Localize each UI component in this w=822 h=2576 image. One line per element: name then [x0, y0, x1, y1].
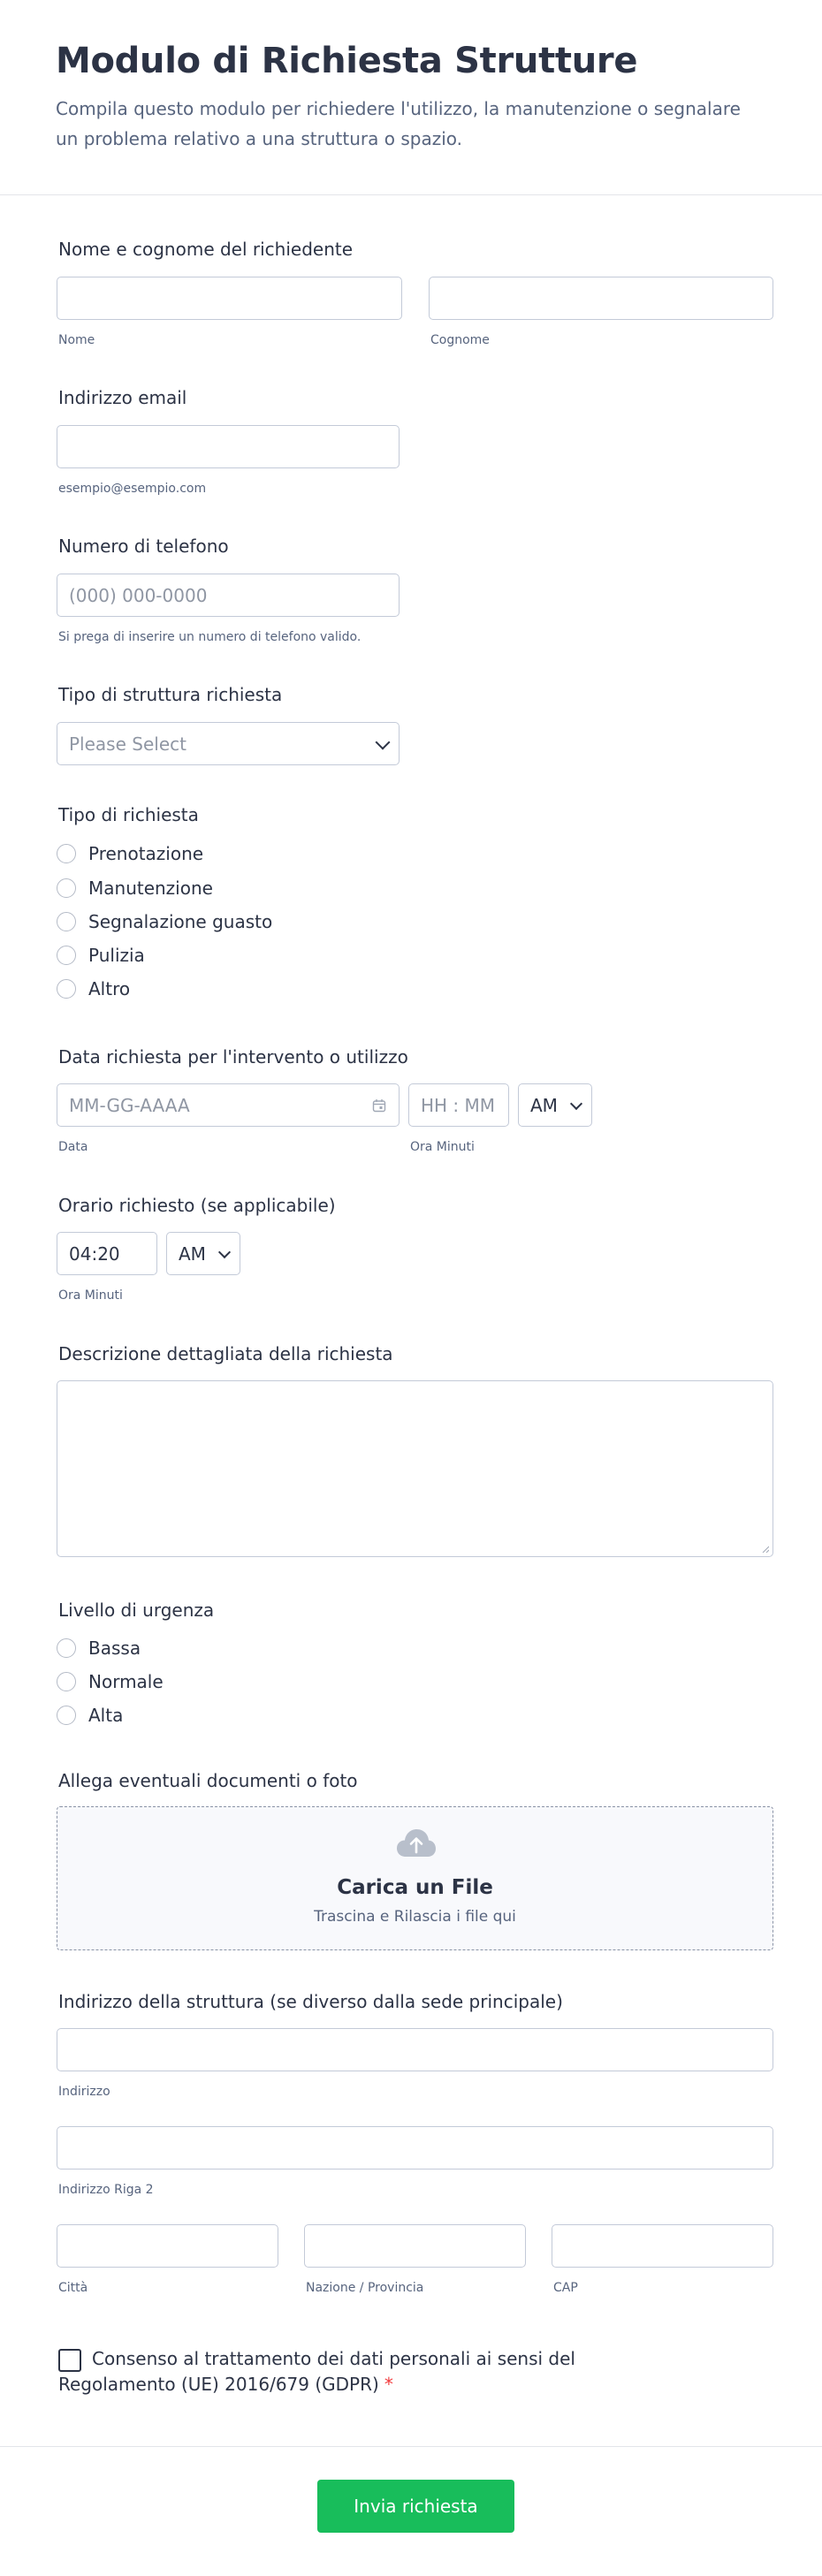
option-label: Pulizia — [88, 945, 145, 966]
date-placeholder: MM-GG-AAAA — [69, 1094, 190, 1116]
structure-type-label: Tipo di struttura richiesta — [58, 684, 283, 705]
request-option-pulizia[interactable] — [57, 943, 145, 968]
resize-handle-icon[interactable] — [762, 1546, 769, 1553]
state-input[interactable] — [304, 2224, 526, 2268]
name-label: Nome e cognome del richiedente — [58, 239, 354, 260]
phone-placeholder: (000) 000-0000 — [69, 584, 208, 606]
file-upload-dropzone[interactable] — [57, 1806, 773, 1950]
option-label: Alta — [88, 1705, 124, 1726]
time-placeholder: HH : MM — [421, 1094, 496, 1116]
chevron-down-icon — [218, 1245, 231, 1258]
description-label: Descrizione dettagliata della richiesta — [58, 1343, 393, 1364]
option-label: Altro — [88, 978, 131, 999]
upload-subtitle: Trascina e Rilascia i file qui — [314, 1908, 516, 1926]
time-value: 04:20 — [69, 1242, 120, 1265]
first-name-sublabel: Nome — [58, 333, 95, 347]
page-title: Modulo di Richiesta Strutture — [56, 41, 638, 81]
state-sublabel: Nazione / Provincia — [306, 2281, 424, 2295]
form-header — [0, 0, 822, 195]
structure-type-select[interactable] — [57, 722, 400, 765]
date-time-sublabel: Ora Minuti — [410, 1140, 475, 1154]
urgency-option-normale[interactable] — [57, 1669, 164, 1694]
radio-button[interactable] — [57, 878, 76, 898]
chevron-down-icon — [376, 734, 391, 749]
request-option-altro[interactable] — [57, 976, 130, 1001]
date-input[interactable] — [57, 1083, 400, 1127]
email-input[interactable] — [57, 425, 400, 468]
urgency-label: Livello di urgenza — [58, 1600, 215, 1621]
city-input[interactable] — [57, 2224, 278, 2268]
first-name-input[interactable] — [57, 277, 402, 320]
request-option-manutenzione[interactable] — [57, 876, 213, 900]
consent-text: Consenso al trattamento dei dati personali ai sensi del Regolamento (UE) 2016/679 (GDPR) — [58, 2348, 575, 2395]
option-label: Bassa — [88, 1638, 141, 1659]
chevron-down-icon — [570, 1097, 582, 1109]
radio-button[interactable] — [57, 1706, 76, 1725]
zip-input[interactable] — [552, 2224, 773, 2268]
request-option-prenotazione[interactable] — [57, 841, 203, 866]
street-address-input[interactable] — [57, 2028, 773, 2071]
cloud-upload-icon — [396, 1827, 437, 1860]
address-label: Indirizzo della struttura (se diverso dalla sede principale) — [58, 1991, 563, 2012]
consent-label — [58, 2346, 695, 2397]
phone-label: Numero di telefono — [58, 536, 229, 557]
date-ampm-select[interactable] — [518, 1083, 592, 1127]
structure-type-selected: Please Select — [69, 733, 186, 755]
address-line2-input[interactable] — [57, 2126, 773, 2169]
radio-button[interactable] — [57, 844, 76, 863]
footer-divider — [0, 2446, 822, 2447]
urgency-option-alta[interactable] — [57, 1703, 123, 1728]
time-sublabel: Ora Minuti — [58, 1288, 123, 1303]
urgency-option-bassa[interactable] — [57, 1636, 141, 1660]
time-label: Orario richiesto (se applicabile) — [58, 1195, 336, 1216]
city-sublabel: Città — [58, 2281, 88, 2295]
phone-sublabel: Si prega di inserire un numero di telefono valido. — [58, 630, 362, 644]
description-textarea[interactable] — [57, 1380, 773, 1557]
street-address-sublabel: Indirizzo — [58, 2085, 110, 2099]
radio-button[interactable] — [57, 946, 76, 965]
upload-title: Carica un File — [337, 1876, 493, 1899]
page-subtitle: Compila questo modulo per richiedere l'utilizzo, la manutenzione o segnalare un problema relativo a una struttura o spazio. — [56, 98, 741, 149]
last-name-sublabel: Cognome — [430, 333, 490, 347]
required-asterisk: * — [384, 2374, 393, 2395]
date-time-input[interactable] — [408, 1083, 509, 1127]
last-name-input[interactable] — [429, 277, 773, 320]
zip-sublabel: CAP — [553, 2281, 578, 2295]
option-label: Normale — [88, 1671, 164, 1692]
option-label: Manutenzione — [88, 878, 213, 899]
date-sublabel: Data — [58, 1140, 88, 1154]
date-label: Data richiesta per l'intervento o utilizzo — [58, 1046, 408, 1068]
time-ampm-value: AM — [179, 1242, 206, 1265]
radio-button[interactable] — [57, 979, 76, 999]
radio-button[interactable] — [57, 1672, 76, 1691]
request-type-label: Tipo di richiesta — [58, 804, 199, 825]
date-ampm-value: AM — [530, 1094, 558, 1116]
request-option-segnalazione-guasto[interactable] — [57, 909, 272, 934]
time-ampm-select[interactable] — [166, 1232, 240, 1275]
time-input[interactable] — [57, 1232, 157, 1275]
email-sublabel: esempio@esempio.com — [58, 482, 207, 496]
submit-button[interactable]: Invia richiesta — [317, 2480, 514, 2533]
radio-button[interactable] — [57, 1638, 76, 1658]
radio-button[interactable] — [57, 912, 76, 931]
phone-input[interactable] — [57, 574, 400, 617]
option-label: Prenotazione — [88, 843, 204, 864]
address-line2-sublabel: Indirizzo Riga 2 — [58, 2183, 154, 2197]
calendar-icon[interactable] — [372, 1098, 386, 1113]
email-label: Indirizzo email — [58, 387, 187, 408]
attachment-label: Allega eventuali documenti o foto — [58, 1770, 358, 1791]
option-label: Segnalazione guasto — [88, 911, 273, 932]
